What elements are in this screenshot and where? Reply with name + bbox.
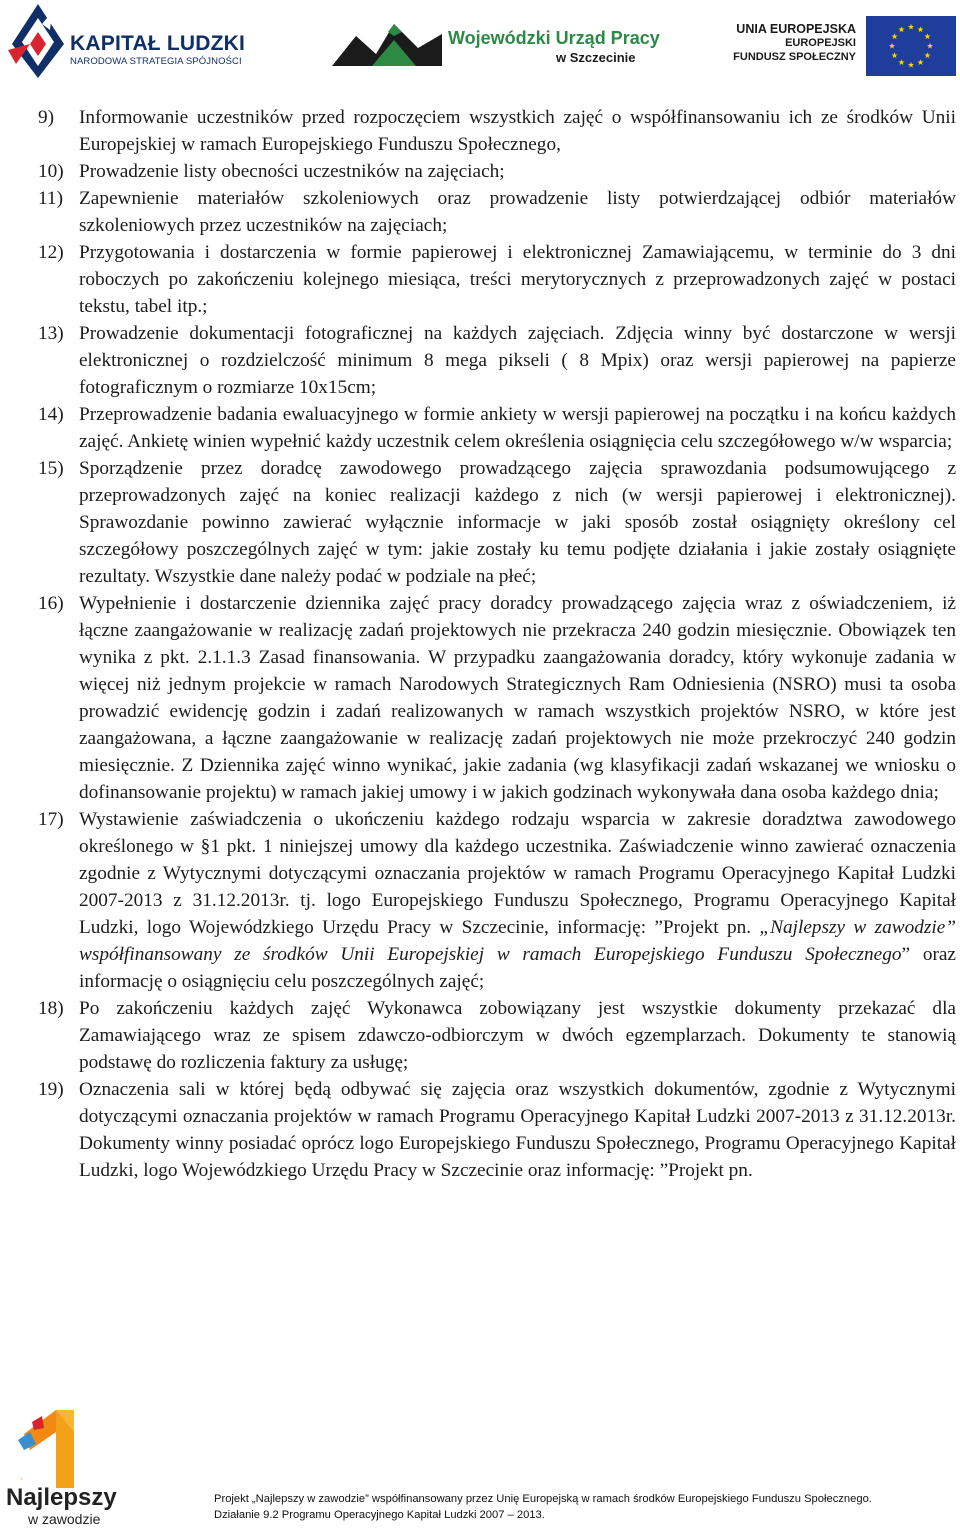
list-item: [38, 806, 956, 995]
list-item-text: Prowadzenie dokumentacji fotograficznej na każdych zajęciach. Zdjęcia winny być dostarczone w wersji elektronicznej o rozdzielczość minimum 8 mega pikseli ( 8 Mpix) oraz wersji papierowej na papierze fotograficznym o rozmiarze 10x15cm;: [79, 323, 956, 398]
page-footer: [0, 1410, 960, 1530]
najlepszy-title: Najlepszy: [6, 1484, 117, 1511]
footer-line-2: Działanie 9.2 Programu Operacyjnego Kapitał Ludzki 2007 – 2013.: [214, 1509, 545, 1521]
page-header: [0, 0, 960, 86]
list-item-text: Prowadzenie listy obecności uczestników na zajęciach;: [79, 161, 505, 182]
list-item-text-part: Wystawienie zaświadczenia o ukończeniu każdego rodzaju wsparcia w zakresie doradztwa zawodowego określonego w §1 pkt. 1 niniejszej umowy dla każdego uczestnika. Zaświadczenie winno zawierać oznaczenia zgodnie z Wytycznymi dotyczącymi oznaczania projektów w ramach Programu Operacyjnego Kapitał Ludzki 2007-2013 z 31.12.2013r. tj. logo Europejskiego Funduszu Społecznego, Programu Operacyjnego Kapitał Ludzki, logo Wojewódzkiego Urzędu Pracy w Szczecinie, informację: ”Projekt pn.: [79, 809, 956, 938]
list-item: [38, 104, 956, 158]
list-item: [38, 158, 956, 185]
eu-logo: [734, 16, 956, 76]
list-item-number: 9): [38, 107, 55, 128]
list-item: [38, 995, 956, 1076]
list-item-text: Wypełnienie i dostarczenie dziennika zajęć pracy doradcy prowadzącego zajęcia wraz z oświadczeniem, iż łączne zaangażowanie w realizację zadań projektowych nie przekracza 240 godzin miesięcznie. Obowiązek ten wynika z pkt. 2.1.1.3 Zasad finansowania. W przypadku zaangażowania doradcy, który wykonuje zadania w więcej niż jednym projekcie w ramach Narodowych Strategicznych Ram Odniesienia (NSRO) musi ta osoba prowadzić ewidencję godzin i zadań realizowanych w ramach wszystkich projektów NSRO, w które jest zaangażowana, a łączne zaangażowanie w realizację zadań projektowych nie może przekroczyć 240 godzin miesięcznie. Z Dziennika zajęć winno wynikać, jakie zadania (wg klasyfikacji zadań wskazanej we wniosku o dofinansowanie projektu) w ramach jakiej umowy i w jakich godzinach wykonywała dana osoba każdego dnia;: [79, 593, 956, 803]
list-item-number: 10): [38, 161, 64, 182]
list-item-text: Przeprowadzenie badania ewaluacyjnego w formie ankiety w wersji papierowej na początku i na końcu każdych zajęć. Ankietę winien wypełnić każdy uczestnik celem określenia osiągnięcia celu szczegółowego w/w wsparcia;: [79, 404, 956, 452]
kapital-ludzki-logo: [8, 4, 246, 78]
footer-text: [214, 1491, 958, 1523]
list-item-text: [79, 806, 956, 995]
list-item: [38, 320, 956, 401]
list-item: [38, 1076, 956, 1184]
list-item: [38, 455, 956, 590]
eu-line-1: UNIA EUROPEJSKA: [736, 22, 856, 36]
kapital-ludzki-title: KAPITAŁ LUDZKI: [70, 32, 246, 55]
list-item-number: 11): [38, 188, 63, 209]
wup-logo: [332, 14, 660, 76]
list-item-number: 14): [38, 404, 64, 425]
list-item: [38, 590, 956, 806]
list-item-text: Zapewnienie materiałów szkoleniowych oraz prowadzenie listy potwierdzającej odbiór materiałów szkoleniowych przez uczestników na zajęciach;: [79, 188, 956, 236]
document-body: [38, 104, 956, 1184]
list-item-number: 15): [38, 458, 64, 479]
list-item-number: 18): [38, 998, 64, 1019]
eu-line-2: EUROPEJSKI: [785, 37, 856, 49]
list-item-number: 13): [38, 323, 64, 344]
eu-line-3: FUNDUSZ SPOŁECZNY: [733, 51, 856, 63]
kapital-ludzki-emblem-icon: [8, 4, 64, 78]
najlepszy-w-zawodzie-logo: [4, 1410, 126, 1528]
list-item-number: 19): [38, 1079, 64, 1100]
w-zawodzie-subtitle: w zawodzie: [28, 1511, 101, 1527]
wup-subtitle: w Szczecinie: [556, 50, 636, 65]
list-item: [38, 185, 956, 239]
list-item-text: Przygotowania i dostarczenia w formie papierowej i elektronicznej Zamawiającemu, w terminie do 3 dni roboczych po zakończeniu kolejnego miesiąca, treści merytorycznych z przeprowadzonych zajęć w postaci tekstu, tabel itp.;: [79, 242, 956, 317]
list-item-text-part: ” oraz informację o osiągnięciu celu poszczególnych zajęć;: [79, 944, 956, 992]
list-item-text: Sporządzenie przez doradcę zawodowego prowadzącego zajęcia sprawozdania podsumowującego z przeprowadzonych zajęć na koniec realizacji każdego z nich (w wersji papierowej i elektronicznej). Sprawozdanie powinno zawierać wyłącznie informacje w jaki sposób został osiągnięty określony cel szczegółowy poszczególnych zajęć w tym: jakie zostały ku temu podjęte działania i jakie zostały osiągnięte rezultaty. Wszystkie dane należy podać w podziale na płeć;: [79, 458, 956, 587]
project-name-italic: „Najlepszy w zawodzie” współfinansowany ze środków Unii Europejskiej w ramach Europejskiego Funduszu Społecznego: [79, 917, 956, 965]
wup-title: Wojewódzki Urząd Pracy: [448, 28, 660, 48]
list-item-text: Oznaczenia sali w której będą odbywać się zajęcia oraz wszystkich dokumentów, zgodnie z Wytycznymi dotyczącymi oznaczania projektów w ramach Programu Operacyjnego Kapitał Ludzki 2007-2013 z 31.12.2013r. Dokumenty winny posiadać oprócz logo Europejskiego Funduszu Społecznego, Programu Operacyjnego Kapitał Ludzki, logo Wojewódzkiego Urzędu Pracy w Szczecinie oraz informację: ”Projekt pn.: [79, 1079, 956, 1181]
footer-line-1: Projekt „Najlepszy w zawodzie” współfinansowany przez Unię Europejską w ramach środków Europejskiego Funduszu Społecznego.: [214, 1493, 872, 1505]
number-one-emblem-icon: [16, 1410, 82, 1488]
list-item: [38, 401, 956, 455]
list-item-text: Po zakończeniu każdych zajęć Wykonawca zobowiązany jest wszystkie dokumenty przekazać dla Zamawiającego wraz ze spisem zdawczo-odbiorczym w dwóch egzemplarzach. Dokumenty te stanowią podstawę do rozliczenia faktury za usługę;: [79, 998, 956, 1073]
list-item-text: Informowanie uczestników przed rozpoczęciem wszystkich zajęć o współfinansowaniu ich ze środków Unii Europejskiej w ramach Europejskiego Funduszu Społecznego,: [79, 107, 956, 155]
kapital-ludzki-subtitle: NARODOWA STRATEGIA SPÓJNOŚCI: [70, 56, 242, 67]
eu-flag-icon: [866, 16, 956, 76]
list-item-number: 17): [38, 809, 64, 830]
wup-emblem-icon: [332, 14, 444, 74]
list-item: [38, 239, 956, 320]
logo-number: 1: [20, 1476, 23, 1481]
list-item-number: 12): [38, 242, 64, 263]
eu-text: [733, 22, 856, 64]
list-item-number: 16): [38, 593, 64, 614]
